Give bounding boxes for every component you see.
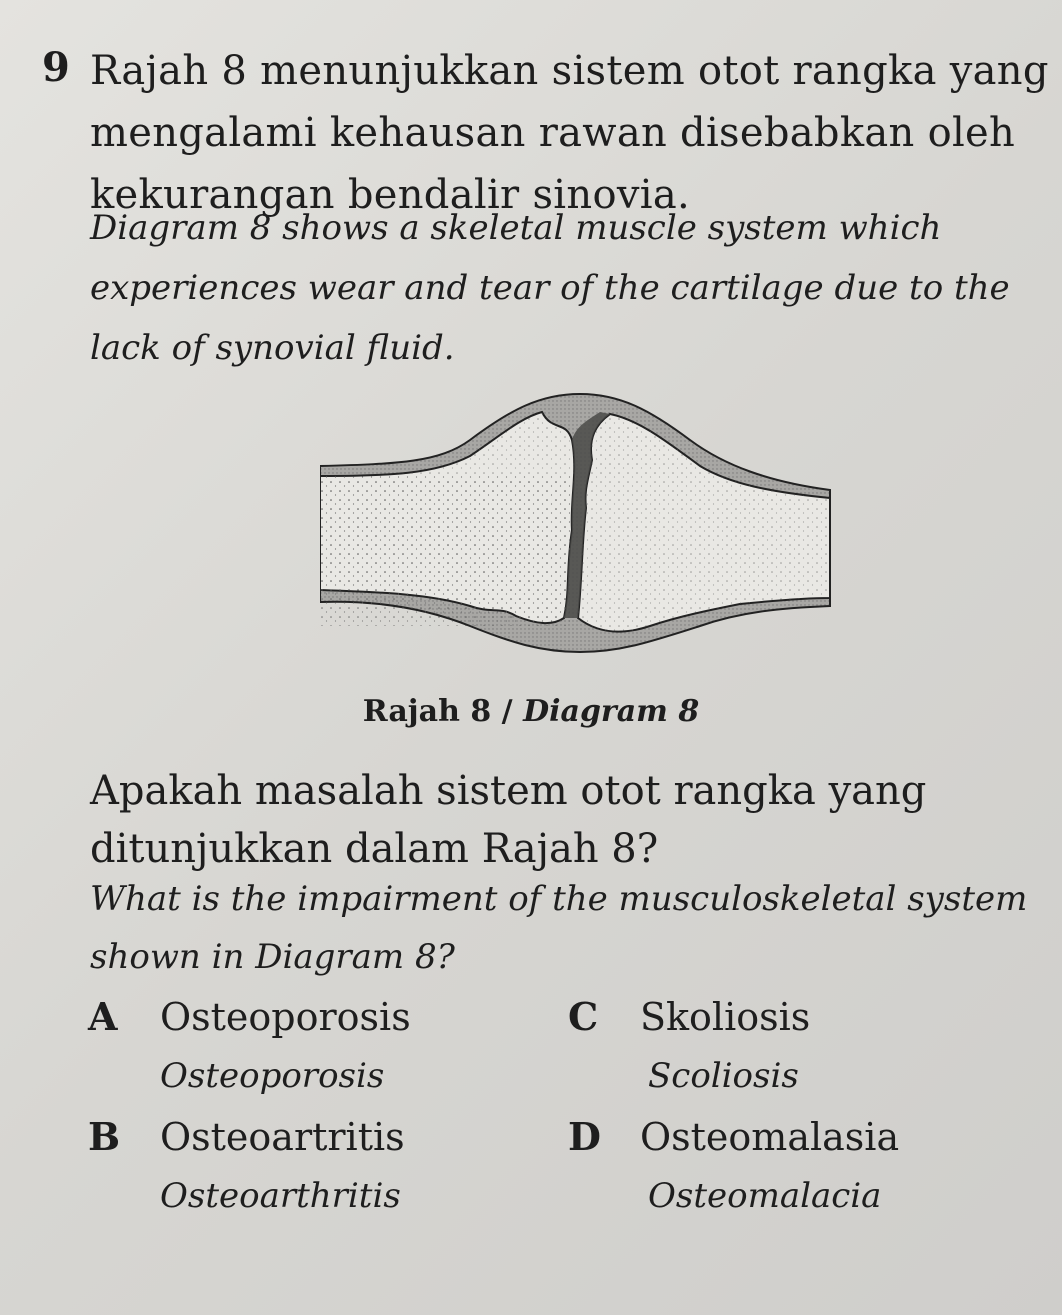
question-prompt-english: What is the impairment of the musculoskeletal system shown in Diagram 8? [90,879,1028,977]
option-letter: D [568,1114,601,1159]
diagram-caption [0,690,1062,734]
option-letter: A [88,994,118,1039]
option-b-english: Osteoarthritis [160,1176,401,1216]
question-number: 9 [42,44,70,91]
option-a-english: Osteoporosis [160,1056,385,1096]
option-letter: C [568,994,599,1039]
caption-malay: Rajah 8 / [362,694,513,729]
option-label-malay: Skoliosis [640,995,811,1039]
option-c-english: Scoliosis [648,1056,799,1096]
caption-english: Diagram 8 [523,694,700,729]
question-prompt-malay: Apakah masalah sistem otot rangka yang ditunjukkan dalam Rajah 8? [90,768,927,872]
option-letter: B [88,1114,121,1159]
option-a[interactable] [88,992,411,1042]
question-stem-english: Diagram 8 shows a skeletal muscle system which experiences wear and tear of the cartilage due to the lack of synovial fluid. [90,208,1010,368]
question-stem-malay: Rajah 8 menunjukkan sistem otot rangka yang mengalami kehausan rawan disebabkan oleh kekurangan bendalir sinovia. [90,48,1049,218]
option-b[interactable] [88,1112,405,1162]
option-d[interactable] [568,1112,899,1162]
joint-diagram [320,380,840,680]
option-label-malay: Osteoartritis [160,1115,405,1159]
option-label-malay: Osteoporosis [160,995,411,1039]
option-d-english: Osteomalacia [648,1176,882,1216]
option-c[interactable] [568,992,810,1042]
option-label-malay: Osteomalasia [640,1115,900,1159]
